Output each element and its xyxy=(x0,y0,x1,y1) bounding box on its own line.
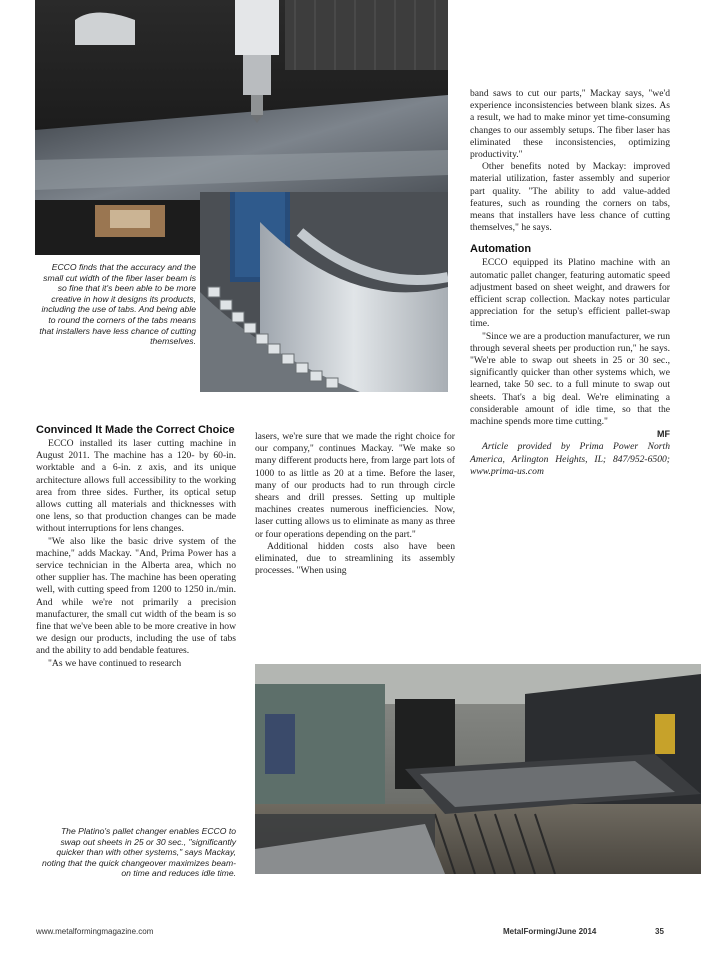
article-column-1 xyxy=(36,424,236,670)
bottom-photo-caption: The Platino's pallet changer enables ECCO to swap out sheets in 25 or 30 sec., "significantly quicker than with other systems," says Mackay, noting that the quick changeover maximizes beam-on time and reduces idle time. xyxy=(42,826,236,879)
end-mark: MF xyxy=(657,429,670,440)
pallet-changer-photo xyxy=(255,664,701,874)
article-column-2 xyxy=(255,431,455,577)
page-number xyxy=(655,927,664,936)
cut-parts-photo xyxy=(200,192,448,392)
section-heading: Convinced It Made the Correct Choice xyxy=(36,424,235,436)
article-credit: Article provided by Prima Power North America, Arlington Heights, IL; 847/952-6500; www.prima-us.com xyxy=(470,441,670,477)
paragraph: Other benefits noted by Mackay: improved material utilization, faster assembly and superior part quality. "The ability to add value-added features, such as rounding the corners on tabs, means that installers have less chance of cutting themselves," he says. xyxy=(470,161,670,234)
article-column-3 xyxy=(470,88,670,478)
paragraph: "Since we are a production manufacturer, we run through several sheets per production run," he says. "We're able to swap out sheets in 25 or 30 sec., significantly quicker than other systems which, we learned, take 50 sec. to a full minute to swap out sheets. That's a big deal. We're eliminating a considerable amount of idle time, so that the machine spends more time cutting." xyxy=(470,330,670,428)
paragraph: lasers, we're sure that we made the right choice for our company," continues Mackay. "We make so many different products here, from large part lots of 1000 to as little as 20 at a time. Before the laser, many of our products had to run through circle shears and drill presses. Setting up multiple machines creates numerous inefficiencies. Now, laser cutting allows us to eliminate as many as three or four operations depending on the part." xyxy=(255,431,455,540)
footer-issue xyxy=(503,927,596,936)
paragraph: "As we have continued to research xyxy=(48,657,182,669)
paragraph: Additional hidden costs also have been eliminated, due to streamlining its assembly processes. "When using xyxy=(255,540,455,577)
footer-url: www.metalformingmagazine.com xyxy=(36,927,154,936)
footer-issue-text: MetalForming/June 2014 xyxy=(503,927,597,936)
paragraph: ECCO installed its laser cutting machine in August 2011. The machine has a 120- by 60-in. worktable and a 6-in. z axis, and its unique architecture allows full accessibility to the working area from three sides. Further, its optical setup allows cutting all materials and thicknesses with one lens, so that production changes can be made without interruptions for lens changes. xyxy=(36,438,236,535)
paragraph: band saws to cut our parts," Mackay says, "we'd experience inconsistencies between blank sizes. As a result, we had to make minor yet time-consuming changes to our assembly setups. The fiber laser has eliminated these inconsistencies, optimizing productivity." xyxy=(470,88,670,161)
end-mark-row xyxy=(470,428,670,441)
section-heading: Automation xyxy=(470,243,532,256)
page-number-text: 35 xyxy=(655,927,664,936)
paragraph: ECCO equipped its Platino machine with an automatic pallet changer, featuring automatic speed adjustment based on sheet weight, and drawers for efficient scrap collection. Mackay notes particular appreciation for the setup's efficient pallet-swap time. xyxy=(470,257,670,330)
top-photo-caption: ECCO finds that the accuracy and the small cut width of the fiber laser beam is so fine that it's been able to be more creative in how it designs its products, including the use of tabs. And being able to round the corners of the tabs means that installers have less chance of cutting themselves. xyxy=(39,262,196,347)
paragraph: "We also like the basic drive system of the machine," adds Mackay. "And, Prima Power has a service technician in the Alberta area, which no other supplier has. The machine has been operating well, with cutting speed from 1200 to 1250 in./min. And while we're not primarily a precision manufacturer, the small cut width of the beam is so fine that we've been able to be more creative in how we design our products, including the use of tabs and the ability to add bendable features. xyxy=(36,535,236,657)
